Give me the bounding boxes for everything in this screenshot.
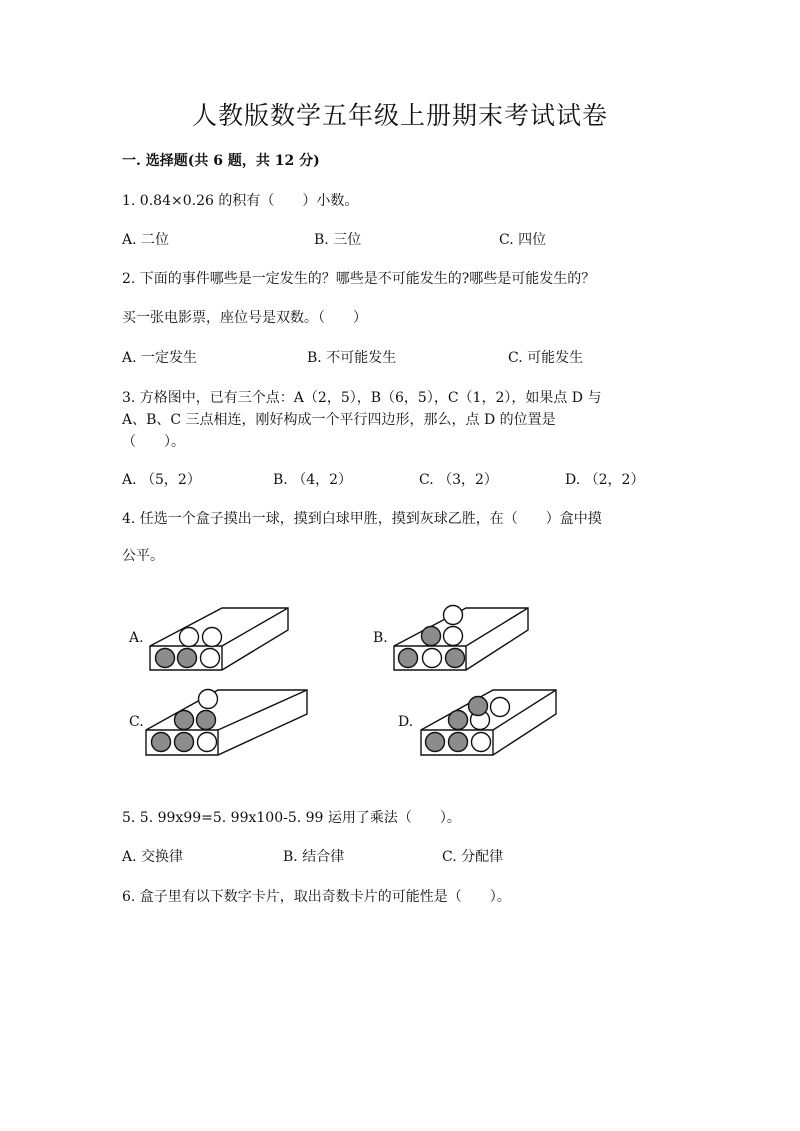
q3-option-c: C. （3，2） [419,472,498,488]
question-3-line-1: 3. 方格图中，已有三个点：A（2，5），B（6，5），C（1，2），如果点 D 与 [122,390,602,406]
q1-option-a: A. 二位 [122,232,170,248]
white-ball [201,649,220,668]
gray-ball [197,711,216,730]
question-4-line-1: 4. 任选一个盒子摸出一球，摸到白球甲胜，摸到灰球乙胜，在（ ）盒中摸 [122,511,602,527]
q1-option-c: C. 四位 [499,232,547,248]
box-figure-d [421,690,556,755]
gray-ball [426,733,445,752]
q2-option-a: A. 一定发生 [122,350,198,366]
white-ball [444,627,463,646]
gray-ball [399,649,418,668]
question-3-line-2: A、B、C 三点相连，刚好构成一个平行四边形，那么，点 D 的位置是 [122,412,556,428]
white-ball [180,628,199,647]
q3-option-b: B. （4，2） [273,472,353,488]
white-ball [199,690,218,709]
white-ball [423,649,442,668]
white-ball [198,733,217,752]
question-2-sub: 买一张电影票，座位号是双数。（ ） [122,310,367,326]
gray-ball [175,733,194,752]
question-5-text: 5. 5. 99x99=5. 99x100-5. 99 运用了乘法（ ）。 [122,810,461,826]
gray-ball [449,711,468,730]
page-title: 人教版数学五年级上册期末考试试卷 [191,101,608,130]
gray-ball [449,733,468,752]
box-figure-a [150,608,288,670]
question-2-text: 2. 下面的事件哪些是一定发生的？哪些是不可能发生的?哪些是可能发生的？ [122,271,596,287]
section-heading: 一. 选择题(共 6 题，共 12 分) [122,153,320,169]
q1-option-b: B. 三位 [314,232,362,248]
q5-option-a: A. 交换律 [122,849,184,865]
gray-ball [422,627,441,646]
question-6-text: 6. 盒子里有以下数字卡片，取出奇数卡片的可能性是（ ）。 [122,889,511,905]
gray-ball [469,697,488,716]
gray-ball [446,649,465,668]
q2-option-c: C. 可能发生 [508,350,584,366]
gray-ball [156,649,175,668]
question-3-line-3: （ ）。 [122,434,185,450]
figure-label-b: B. [373,630,388,646]
gray-ball [178,649,197,668]
white-ball [203,628,222,647]
white-ball [444,606,463,625]
figure-label-a: A. [129,630,144,646]
q5-option-b: B. 结合律 [283,849,345,865]
q5-option-c: C. 分配律 [442,849,504,865]
gray-ball [152,733,171,752]
question-1-text: 1. 0.84×0.26 的积有（ ）小数。 [122,193,359,209]
figure-label-d: D. [398,714,414,730]
figure-label-c: C. [129,714,144,730]
box-figure-b [394,606,528,671]
q3-option-d: D. （2，2） [565,472,645,488]
white-ball [491,698,510,717]
q3-option-a: A. （5，2） [122,472,201,488]
white-ball [472,733,491,752]
question-4-line-2: 公平。 [122,548,164,564]
box-figure-c [146,690,307,756]
gray-ball [175,711,194,730]
q2-option-b: B. 不可能发生 [307,350,397,366]
